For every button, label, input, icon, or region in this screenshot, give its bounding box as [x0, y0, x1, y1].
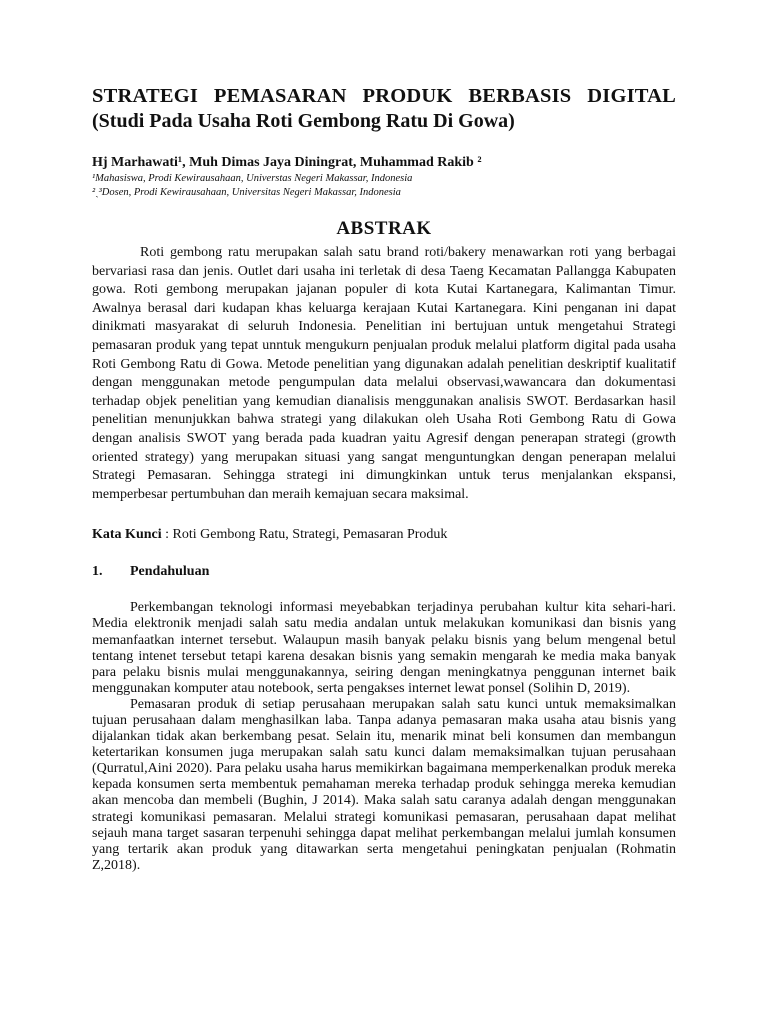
- affiliation-2: ²ˎ³Dosen, Prodi Kewirausahaan, Universitas Negeri Makassar, Indonesia: [92, 187, 401, 198]
- keywords: [92, 526, 676, 544]
- keywords-label: Kata Kunci: [92, 527, 162, 543]
- section-title: Pendahuluan: [130, 564, 210, 580]
- abstract-text: Roti gembong ratu merupakan salah satu brand roti/bakery menawarkan roti yang berbagai bervariasi rasa dan jenis. Outlet dari usaha ini terletak di desa Taeng Kecamatan Pallangga Kabupaten gowa. Roti gembong merupakan jajanan populer di kota Kutai Kartanegara, Kalimantan Timur. Awalnya berasal dari kudapan khas keluarga kerajaan Kutai Kartanegara. Kini penganan ini dapat dinikmati masyarakat di seluruh Indonesia. Penelitian ini bertujuan untuk mengetahui Strategi pemasaran produk yang tepat unntuk mengukurn penjualan produk melalui platform digital pada usaha Roti Gembong Ratu di Gowa. Metode penelitian yang digunakan adalah penelitian deskriptif kualitatif dengan menggunakan metode pengumpulan data melalui observasi,wawancara dan dokumentasi terhadap objek penelitian yang kemudian dianalisis menggunakan analisis SWOT. Berdasarkan hasil penelitian menunjukkan bahwa strategi yang dilakukan oleh Usaha Roti Gembong Ratu di Gowa dengan analisis SWOT yang berada pada kuadran yaitu Agresif dengan penerapan strategi (growth oriented strategy) yang merupakan situasi yang sangat menguntungkan dengan penerapan melalui Strategi Pemasaran. Sehingga strategi ini dimungkinkan untuk terus menjalankan ekspansi, memperbesar pertumbuhan dan meraih kemajuan secara maksimal.: [92, 245, 676, 502]
- keywords-text: : Roti Gembong Ratu, Strategi, Pemasaran Produk: [161, 527, 448, 543]
- paper-page: [92, 84, 676, 874]
- abstract-heading: ABSTRAK: [336, 218, 432, 239]
- author-list: Hj Marhawati¹, Muh Dimas Jaya Diningrat, Muhammad Rakib ²: [92, 155, 482, 170]
- paper-subtitle: (Studi Pada Usaha Roti Gembong Ratu Di Gowa): [92, 110, 515, 132]
- paper-title: STRATEGI PEMASARAN PRODUK BERBASIS DIGITAL: [92, 85, 676, 107]
- body-paragraph: Perkembangan teknologi informasi meyebabkan terjadinya perubahan kultur kita sehari-hari. Media elektronik menjadi salah satu media andalan untuk melakukan komunikasi dan bisnis yang memanfaatkan internet tersebut. Walaupun masih banyak pelaku bisnis yang belum mengenal betul tentang intenet tersebut tetapi karena desakan bisnis yang semakin mengarah ke media maka banyak para pelaku bisnis mulai menggunakannya, seiring dengan meningkatnya penggunan internet baik menggunakan komputer atau notebook, serta pengakses internet lewat ponsel (Solihin D, 2019).: [92, 600, 676, 696]
- section-heading: [92, 564, 676, 580]
- affiliation-1: ¹Mahasiswa, Prodi Kewirausahaan, Universtas Negeri Makassar, Indonesia: [92, 173, 413, 184]
- body-paragraph: Pemasaran produk di setiap perusahaan merupakan salah satu kunci untuk memaksimalkan tujuan perusahaan dalam menghasilkan laba. Tanpa adanya pemasaran maka usaha atau bisnis yang dijalankan tidak akan berkembang pesat. Selain itu, menarik minat beli konsumen dan membangun ketertarikan konsumen juga merupakan salah satu kunci dalam memaksimalkan tujuan perusahaan (Qurratul,Aini 2020). Para pelaku usaha harus memikirkan bagaimana memperkenalkan produk mereka kepada konsumen serta membentuk pemahaman mereka terhadap produk sehingga mereka kemudian akan mencoba dan membeli (Bughin, J 2014). Maka salah satu caranya adalah dengan menggunakan strategi komunikasi pemasaran. Melalui strategi komunikasi pemasaran, perusahaan dapat melihat sejauh mana target sasaran terpenuhi sehingga dapat melihat perkembangan melalui jumlah konsumen yang tertarik akan produk yang ditawarkan serta mengetahui peningkatan penjualan (Rohmatin Z,2018).: [92, 696, 676, 873]
- section-number: 1.: [92, 564, 103, 580]
